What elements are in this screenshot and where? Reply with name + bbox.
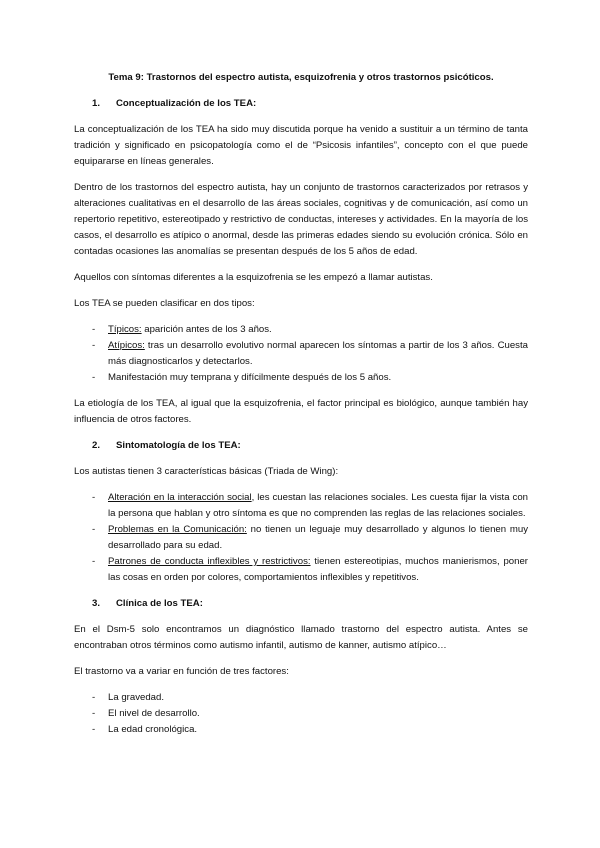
paragraph: Dentro de los trastornos del espectro autista, hay un conjunto de trastornos caracterizados por retrasos y alteraciones cualitativas en el desarrollo de las áreas sociales, cognitivas y de comunicación, así como un repertorio repetitivo, estereotipado y restrictivo de conductas, intereses y actividades. En la mayoría de los casos, el desarrollo es atípico o anormal, desde las primeras edades siendo su evolución crónica. Sólo en contadas ocasiones las anomalías se presentan después de los 5 años de edad. <box>74 182 528 257</box>
list-item <box>92 706 528 722</box>
list-term: Atípicos: <box>108 340 145 351</box>
paragraph: Aquellos con síntomas diferentes a la esquizofrenia se les empezó a llamar autistas. <box>74 272 433 283</box>
section-title: Sintomatología de los TEA: <box>116 440 241 451</box>
section-title: Clínica de los TEA: <box>116 598 203 609</box>
list-text: aparición antes de los 3 años. <box>141 324 272 335</box>
section-heading-3 <box>92 596 528 612</box>
list <box>92 322 528 386</box>
list-item <box>92 722 528 738</box>
list-term: Típicos: <box>108 324 142 335</box>
list-term: Alteración en la interacción social <box>108 492 252 503</box>
bullet: - <box>92 372 96 383</box>
list-text: tienen estereotipias, muchos manierismos, poner las cosas en orden por colores, comportamientos inflexibles y repetitivos. <box>108 556 528 583</box>
paragraph: Los TEA se pueden clasificar en dos tipos: <box>74 298 255 309</box>
list-text: Manifestación muy temprana y difícilmente después de los 5 años. <box>108 372 392 383</box>
list-text: La gravedad. <box>108 692 165 703</box>
section-number: 2. <box>92 440 101 451</box>
list-item <box>92 554 528 586</box>
document-title: Tema 9: Trastornos del espectro autista, esquizofrenia y otros trastornos psicóticos. <box>108 72 494 83</box>
list-text: El nivel de desarrollo. <box>108 708 200 719</box>
bullet: - <box>92 324 96 335</box>
list-text: no tienen un leguaje muy desarrollado y algunos lo tienen muy desarrollado para su edad. <box>108 524 528 551</box>
paragraph: La etiología de los TEA, al igual que la esquizofrenia, el factor principal es biológico, aunque también hay influencia de otros factores. <box>74 398 528 425</box>
section-heading-2 <box>92 438 528 454</box>
section-heading-1 <box>92 96 528 112</box>
bullet: - <box>92 692 96 703</box>
bullet: - <box>92 492 96 503</box>
section-title: Conceptualización de los TEA: <box>116 98 257 109</box>
bullet: - <box>92 724 96 735</box>
paragraph: El trastorno va a variar en función de tres factores: <box>74 666 289 677</box>
list-item <box>92 338 528 370</box>
bullet: - <box>92 708 96 719</box>
bullet: - <box>92 340 96 351</box>
list-item <box>92 490 528 522</box>
paragraph: Los autistas tienen 3 características básicas (Triada de Wing): <box>74 466 339 477</box>
paragraph: En el Dsm-5 solo encontramos un diagnóstico llamado trastorno del espectro autista. Antes se encontraban otros términos como autismo infantil, autismo de kanner, autismo atípico… <box>74 624 528 651</box>
bullet: - <box>92 556 96 567</box>
list <box>92 690 528 738</box>
list <box>92 490 528 586</box>
list-item <box>92 322 528 338</box>
list-item <box>92 522 528 554</box>
section-number: 1. <box>92 98 101 109</box>
list-term: Patrones de conducta inflexibles y restrictivos: <box>108 556 311 567</box>
list-text: La edad cronológica. <box>108 724 198 735</box>
list-item <box>92 370 528 386</box>
list-item <box>92 690 528 706</box>
paragraph: La conceptualización de los TEA ha sido muy discutida porque ha venido a sustituir a un término de tanta tradición y significado en psicopatología como el de “Psicosis infantiles”, concepto con el que puede equipararse en líneas generales. <box>74 124 528 167</box>
bullet: - <box>92 524 96 535</box>
list-text: tras un desarrollo evolutivo normal aparecen los síntomas a partir de los 3 años. Cuesta más diagnosticarlos y detectarlos. <box>108 340 528 367</box>
section-number: 3. <box>92 598 101 609</box>
list-term: Problemas en la Comunicación: <box>108 524 247 535</box>
list-text: , les cuestan las relaciones sociales. Les cuesta fijar la vista con la persona que hablan y otro síntoma es que no comprenden las reglas de las relaciones sociales. <box>108 492 528 519</box>
